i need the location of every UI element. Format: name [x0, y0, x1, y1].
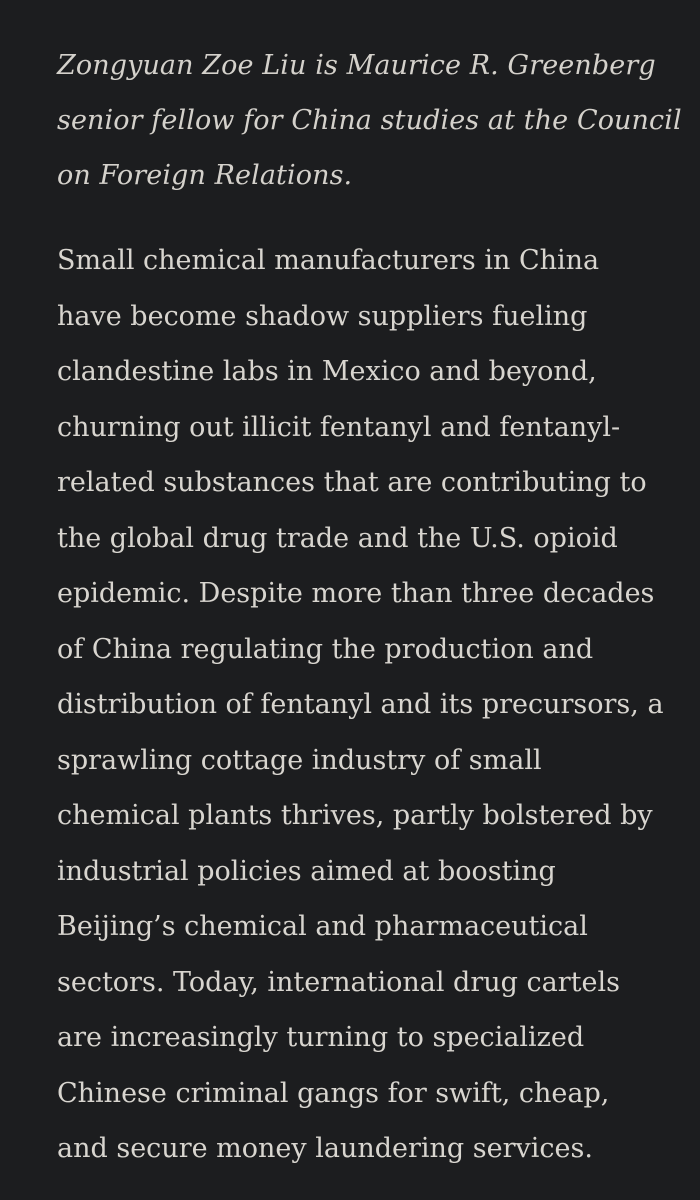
- paragraph-line: have become shadow suppliers fueling: [57, 300, 588, 332]
- paragraph-line: sectors. Today, international drug cartels: [57, 966, 620, 998]
- article-paragraph: [57, 233, 667, 1177]
- paragraph-line: and secure money laundering services.: [57, 1133, 593, 1164]
- paragraph-line: epidemic. Despite more than three decades: [57, 578, 655, 609]
- paragraph-line: industrial policies aimed at boosting: [57, 855, 556, 887]
- paragraph-line: distribution of fentanyl and its precursors, a: [57, 689, 664, 720]
- paragraph-line: Small chemical manufacturers in China: [57, 245, 600, 276]
- article-content: [57, 38, 682, 1177]
- paragraph-line: the global drug trade and the U.S. opioid: [57, 522, 618, 554]
- paragraph-line: Beijing’s chemical and pharmaceutical: [57, 911, 588, 942]
- paragraph-line: churning out illicit fentanyl and fentanyl-: [57, 411, 621, 443]
- paragraph-line: of China regulating the production and: [57, 633, 594, 665]
- paragraph-line: sprawling cottage industry of small: [57, 744, 542, 776]
- author-bio-line: on Foreign Relations.: [57, 160, 353, 191]
- paragraph-line: are increasingly turning to specialized: [57, 1022, 585, 1053]
- paragraph-line: clandestine labs in Mexico and beyond,: [57, 356, 597, 387]
- author-bio-line: senior fellow for China studies at the Council: [57, 105, 682, 136]
- author-bio-line: Zongyuan Zoe Liu is Maurice R. Greenberg: [57, 50, 656, 81]
- author-bio-note: [57, 38, 682, 203]
- paragraph-line: Chinese criminal gangs for swift, cheap,: [57, 1077, 610, 1109]
- paragraph-line: related substances that are contributing to: [57, 467, 647, 498]
- paragraph-line: chemical plants thrives, partly bolstered by: [57, 800, 653, 831]
